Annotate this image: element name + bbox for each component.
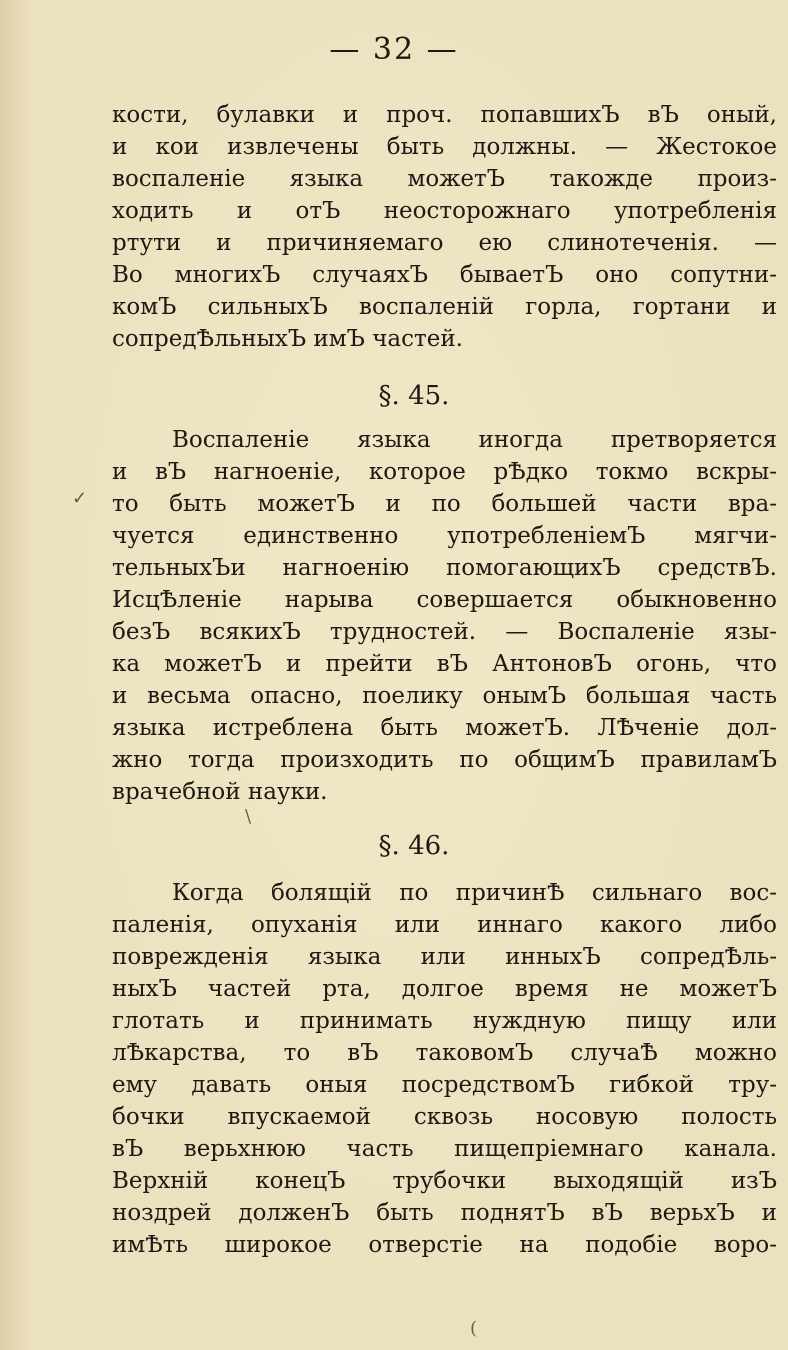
text-line: ему давать оныя посредствомЪ гибкой тру- xyxy=(112,1072,777,1098)
text-line: то быть можетЪ и по большей части вра- xyxy=(112,491,777,517)
text-line: Воспаленіе языка иногда претворяется xyxy=(172,427,777,453)
section-heading: §. 45. xyxy=(378,381,450,411)
section-heading: §. 46. xyxy=(378,831,450,861)
text-line: бочки впускаемой сквозь носовую полость xyxy=(112,1104,777,1130)
text-line: Во многихЪ случаяхЪ бываетЪ оно сопутни- xyxy=(112,262,777,288)
ink-mark: \ xyxy=(245,806,252,827)
text-line: и вЪ нагноеніе, которое рѢдко токмо вскры- xyxy=(112,459,777,485)
text-line: поврежденія языка или инныхЪ сопредѢль- xyxy=(112,944,777,970)
text-line: глотать и принимать нуждную пищу или xyxy=(112,1008,777,1034)
ink-mark: ✓ xyxy=(72,488,88,509)
text-line: и кои извлечены быть должны. — Жестокое xyxy=(112,134,777,160)
text-line: кости, булавки и проч. попавшихЪ вЪ оный, xyxy=(112,102,777,128)
text-line: ка можетЪ и прейти вЪ АнтоновЪ огонь, что xyxy=(112,651,777,677)
text-line: жно тогда произходить по общимЪ правиламЪ xyxy=(112,747,777,773)
text-line: врачебной науки. xyxy=(112,779,328,805)
text-line: ИсцѢленіе нарыва совершается обыкновенно xyxy=(112,587,777,613)
text-line: лѢкарства, то вЪ таковомЪ случаѢ можно xyxy=(112,1040,777,1066)
text-line: воспаленіе языка можетЪ такожде произ- xyxy=(112,166,777,192)
text-line: паленія, опуханія или иннаго какого либо xyxy=(112,912,777,938)
text-line: сопредѢльныхЪ имЪ частей. xyxy=(112,326,463,352)
text-line: Когда болящій по причинѢ сильнаго вос- xyxy=(172,880,777,906)
text-line: чуется единственно употребленіемЪ мягчи- xyxy=(112,523,777,549)
text-line: тельныхЪи нагноенію помогающихЪ средствЪ. xyxy=(112,555,777,581)
ink-mark: ( xyxy=(470,1318,478,1339)
text-line: языка истреблена быть можетЪ. ЛѢченіе дол- xyxy=(112,715,777,741)
text-line: и весьма опасно, поелику онымЪ большая часть xyxy=(112,683,777,709)
text-line: вЪ верьхнюю часть пищепріемнаго канала. xyxy=(112,1136,777,1162)
text-line: Верхній конецЪ трубочки выходящій изЪ xyxy=(112,1168,777,1194)
text-line: ходить и отЪ неосторожнаго употребленія xyxy=(112,198,777,224)
text-line: ноздрей долженЪ быть поднятЪ вЪ верьхЪ и xyxy=(112,1200,777,1226)
text-line: безЪ всякихЪ трудностей. — Воспаленіе язы- xyxy=(112,619,777,645)
text-line: комЪ сильныхЪ воспаленій горла, гортани и xyxy=(112,294,777,320)
text-line: имѢть широкое отверстіе на подобіе воро- xyxy=(112,1232,777,1258)
page-number: — 32 — xyxy=(329,32,459,67)
text-line: ныхЪ частей рта, долгое время не можетЪ xyxy=(112,976,777,1002)
text-line: ртути и причиняемаго ею слинотеченія. — xyxy=(112,230,777,256)
